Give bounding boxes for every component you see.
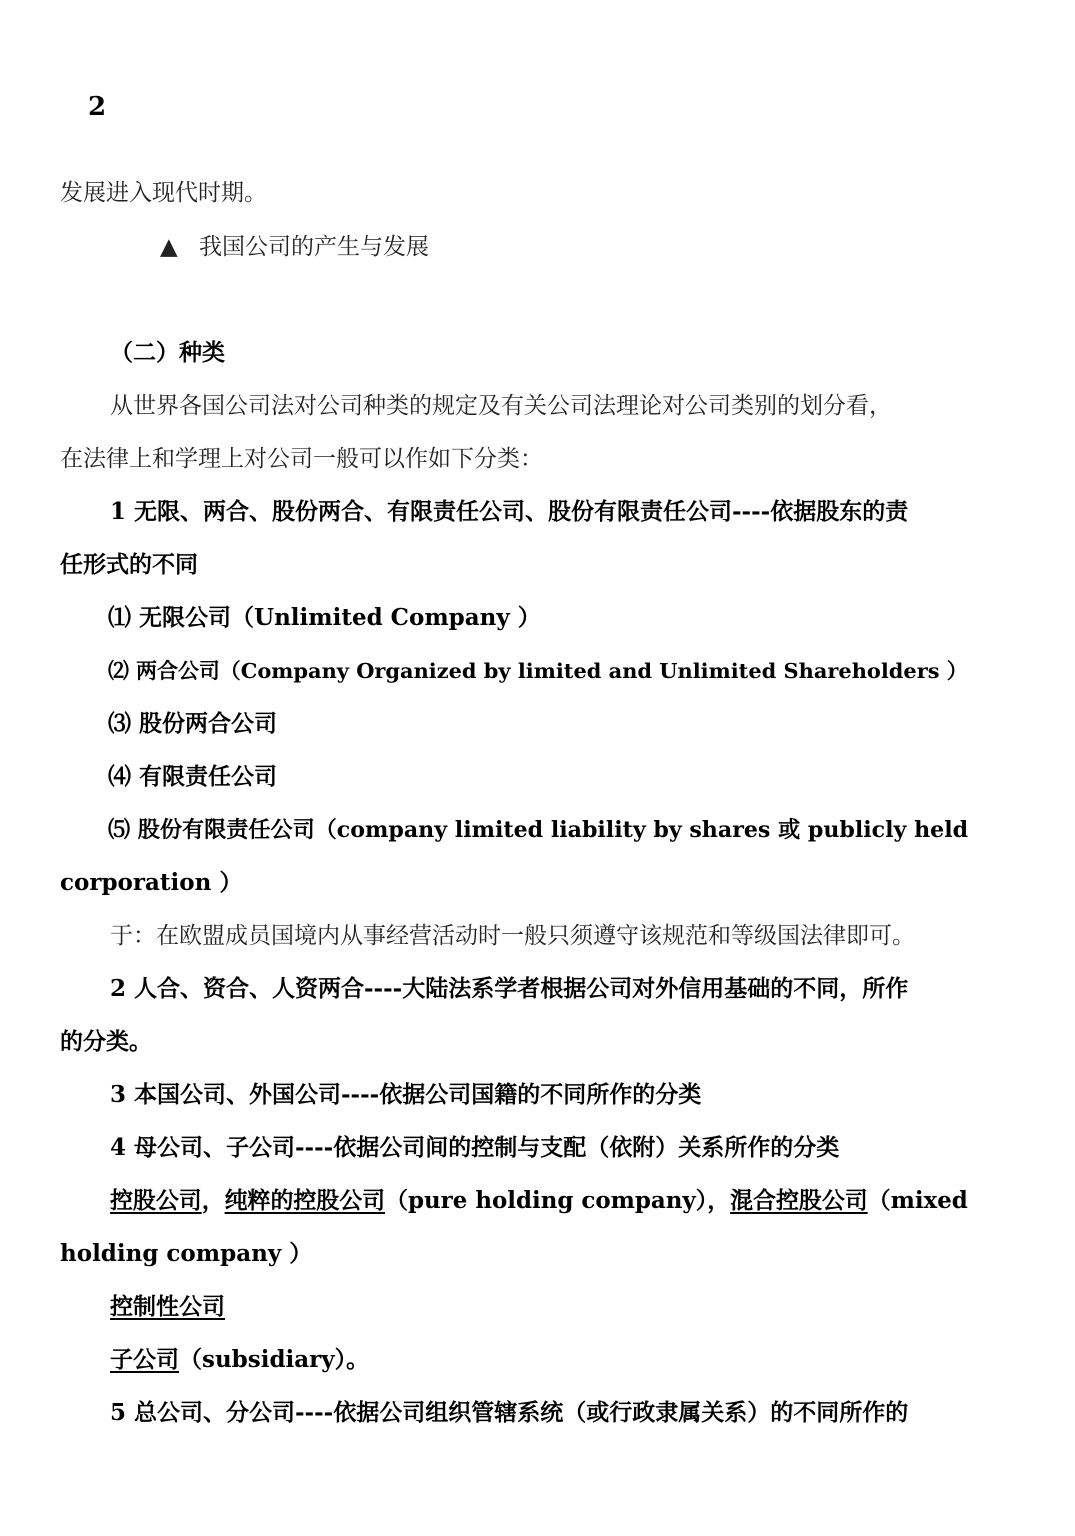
controlling-company-line xyxy=(110,1292,225,1322)
pure-holding-term: 纯粹的控股公司 xyxy=(224,1187,386,1214)
category-2-heading-cont: 的分类。 xyxy=(60,1028,152,1055)
separator: ， xyxy=(201,1187,225,1214)
page-number: 2 xyxy=(88,92,107,122)
note-paragraph: 于：在欧盟成员国境内从事经营活动时一般只须遵守该规范和等级国法律即可。 xyxy=(110,923,915,949)
holding-company-line xyxy=(110,1186,968,1216)
category-4-heading: 4 母公司、子公司----依据公司间的控制与支配（依附）关系所作的分类 xyxy=(110,1134,840,1161)
bullet-item xyxy=(160,232,429,262)
mixed-holding-english: （mixed xyxy=(867,1187,968,1214)
list-item-share-two-tier: ⑶ 股份两合公司 xyxy=(108,710,278,737)
list-item-two-tier: ⑵ 两合公司（Company Organized by limited and Unlimited Shareholders ） xyxy=(108,658,968,683)
bullet-item-text: 我国公司的产生与发展 xyxy=(199,234,430,260)
intro-paragraph-line-1: 从世界各国公司法对公司种类的规定及有关公司法理论对公司类别的划分看， xyxy=(110,393,892,419)
category-2-heading: 2 人合、资合、人资两合----大陆法系学者根据公司对外信用基础的不同，所作 xyxy=(110,975,909,1002)
list-item-unlimited: ⑴ 无限公司（Unlimited Company ） xyxy=(108,604,541,631)
continued-paragraph: 发展进入现代时期。 xyxy=(60,180,267,206)
category-3-heading: 3 本国公司、外国公司----依据公司国籍的不同所作的分类 xyxy=(110,1081,702,1108)
mixed-holding-english-cont: holding company ） xyxy=(60,1240,313,1267)
holding-company-term: 控股公司 xyxy=(110,1187,202,1214)
triangle-bullet-icon: ▲ xyxy=(160,234,178,260)
pure-holding-english: （pure holding company）， xyxy=(385,1187,731,1214)
section-title: （二）种类 xyxy=(110,339,225,366)
intro-paragraph-line-2: 在法律上和学理上对公司一般可以作如下分类： xyxy=(60,446,543,472)
mixed-holding-term: 混合控股公司 xyxy=(730,1187,868,1214)
list-item-limited: ⑷ 有限责任公司 xyxy=(108,763,278,790)
subsidiary-english: （subsidiary）。 xyxy=(179,1346,370,1373)
category-1-heading: 1 无限、两合、股份两合、有限责任公司、股份有限责任公司----依据股东的责 xyxy=(110,498,909,525)
category-1-heading-cont: 任形式的不同 xyxy=(60,551,198,578)
subsidiary-term: 子公司 xyxy=(110,1346,179,1373)
list-item-joint-stock: ⑸ 股份有限责任公司（company limited liability by shares 或 publicly held xyxy=(108,817,969,843)
subsidiary-line xyxy=(110,1345,369,1375)
controlling-company-term: 控制性公司 xyxy=(110,1293,225,1320)
category-5-heading: 5 总公司、分公司----依据公司组织管辖系统（或行政隶属关系）的不同所作的 xyxy=(110,1399,909,1426)
list-item-joint-stock-cont: corporation ） xyxy=(60,869,243,896)
